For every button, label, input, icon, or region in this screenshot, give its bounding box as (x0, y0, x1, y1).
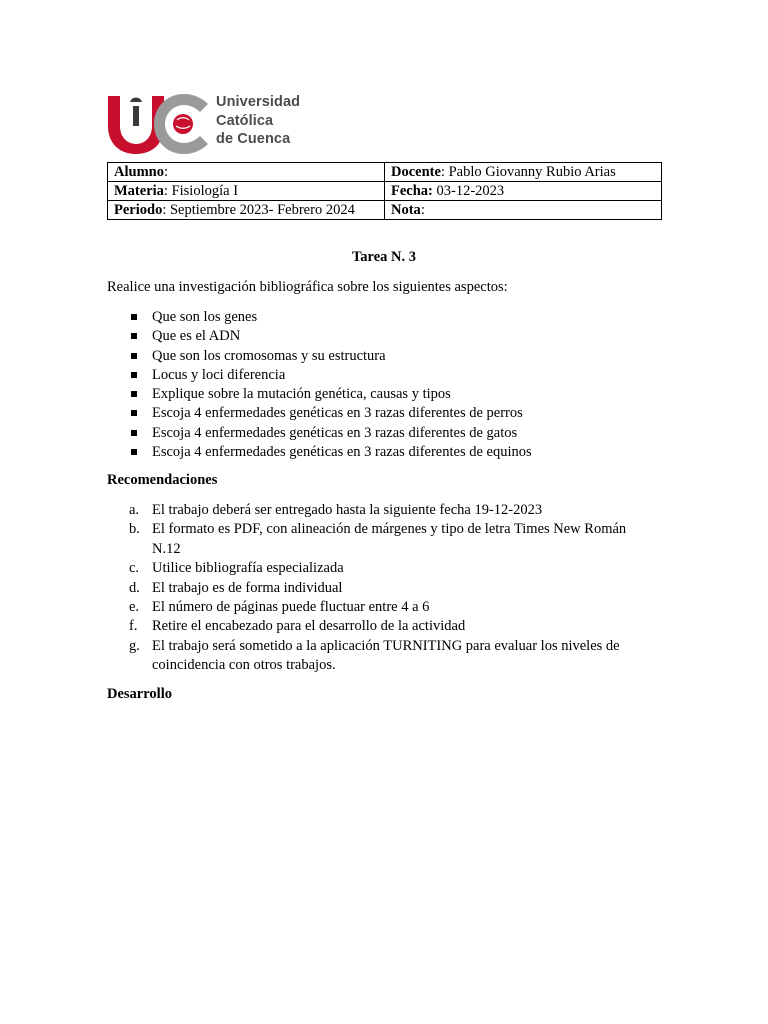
list-item-text: Que son los genes (152, 309, 258, 325)
square-bullet-icon (131, 333, 137, 339)
list-item-text: El número de páginas puede fluctuar entre 4 a 6 (152, 599, 430, 616)
list-item-text: Escoja 4 enfermedades genéticas en 3 razas diferentes de perros (152, 405, 523, 422)
square-bullet-icon (131, 391, 137, 397)
list-marker: b. (129, 521, 140, 538)
list-item-text: Que son los cromosomas y su estructura (152, 347, 386, 364)
materia-cell (108, 182, 385, 201)
cell-label: Fecha: (391, 183, 433, 199)
list-item-text: El formato es PDF, con alineación de márgenes y tipo de letra Times New Román N.12 (152, 521, 627, 557)
list-item-text: Explique sobre la mutación genética, causas y tipos (152, 386, 451, 403)
list-item (107, 404, 532, 423)
list-item-text: Retire el encabezado para el desarrollo de la actividad (152, 618, 466, 635)
alumno-cell (108, 163, 385, 182)
list-marker: g. (129, 637, 140, 654)
list-item-text: Escoja 4 enfermedades genéticas en 3 razas diferentes de equinos (152, 444, 532, 461)
square-bullet-icon (131, 430, 137, 436)
cell-value: : (420, 202, 425, 218)
list-item (107, 637, 657, 676)
list-item (107, 424, 532, 443)
fecha-cell (385, 182, 662, 201)
nota-cell (385, 201, 662, 220)
cell-value: 03-12-2023 (432, 183, 505, 199)
list-item (107, 520, 657, 559)
list-item (107, 579, 657, 598)
list-item (107, 598, 657, 617)
periodo-cell (108, 201, 385, 220)
cell-value: : Fisiología I (163, 183, 239, 199)
intro-paragraph: Realice una investigación bibliográfica sobre los siguientes aspectos: (107, 279, 508, 295)
list-marker: f. (129, 618, 138, 635)
cell-label: Alumno (114, 164, 164, 180)
list-item-text: El trabajo es de forma individual (152, 579, 343, 596)
cell-label: Periodo (114, 202, 163, 218)
square-bullet-icon (131, 410, 137, 416)
list-item (107, 559, 657, 578)
aspects-list (107, 308, 532, 462)
table-row (108, 163, 662, 182)
list-item-text: Utilice bibliografía especializada (152, 560, 344, 577)
development-heading: Desarrollo (107, 686, 172, 702)
cell-value: : Pablo Giovanny Rubio Arias (440, 164, 616, 180)
student-info-table (107, 162, 662, 220)
list-item (107, 366, 532, 385)
table-row (108, 201, 662, 220)
list-marker: e. (129, 599, 140, 616)
list-item (107, 617, 657, 636)
page-title: Tarea N. 3 (351, 249, 417, 265)
cell-label: Materia (114, 183, 164, 199)
list-item-text: Que es el ADN (152, 328, 241, 345)
table-row (108, 182, 662, 201)
list-item-text: El trabajo será sometido a la aplicación TURNITING para evaluar los niveles de coincidencia con otros trabajos. (152, 637, 620, 674)
list-marker: c. (129, 560, 140, 577)
list-item (107, 347, 532, 366)
docente-cell (385, 163, 662, 182)
square-bullet-icon (131, 449, 137, 455)
logo-text-line: de Cuenca (216, 131, 291, 147)
list-marker: d. (129, 579, 140, 596)
logo-text-line: Universidad (216, 94, 301, 110)
list-marker: a. (129, 502, 140, 518)
square-bullet-icon (131, 372, 137, 378)
cell-label: Docente (391, 164, 441, 180)
cell-value: : (163, 164, 168, 180)
square-bullet-icon (131, 314, 137, 320)
list-item (107, 443, 532, 462)
cell-value: : Septiembre 2023- Febrero 2024 (162, 202, 355, 218)
list-item (107, 308, 532, 327)
logo-globe (173, 114, 193, 134)
list-item-text: El trabajo deberá ser entregado hasta la siguiente fecha 19-12-2023 (152, 502, 543, 518)
logo-text-line: Católica (216, 112, 274, 129)
list-item (107, 501, 657, 520)
list-item-text: Locus y loci diferencia (152, 366, 286, 383)
cell-label: Nota (391, 202, 421, 218)
recommendations-list (107, 501, 657, 676)
list-item (107, 385, 532, 404)
square-bullet-icon (131, 353, 137, 359)
list-item (107, 327, 532, 346)
recommendations-heading: Recomendaciones (107, 472, 218, 488)
university-name (216, 93, 300, 149)
list-item-text: Escoja 4 enfermedades genéticas en 3 razas diferentes de gatos (152, 424, 518, 441)
